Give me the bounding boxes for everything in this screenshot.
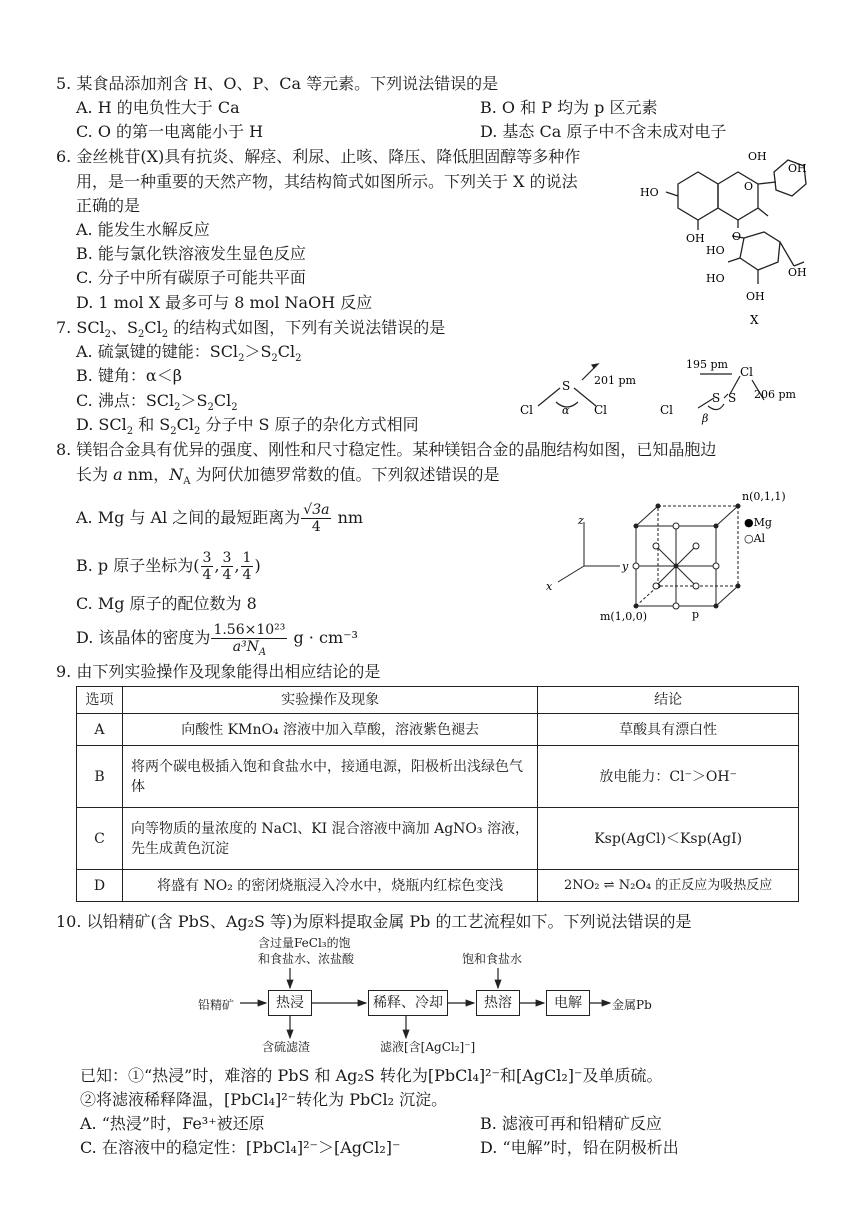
ho-label-1: HO bbox=[640, 186, 659, 199]
ho-label-2: HO bbox=[706, 244, 725, 257]
q10-option-a: A. “热浸”时，Fe³⁺被还原 bbox=[80, 1114, 265, 1133]
flow-reagent-1-line1: 含过量FeCl₃的饱 bbox=[258, 936, 351, 950]
flow-box-electrolysis: 电解 bbox=[546, 990, 590, 1016]
row-conclusion: 2NO₂ ⇌ N₂O₄ 的正反应为吸热反应 bbox=[538, 870, 799, 902]
q10-known-1: 已知：①“热浸”时，难溶的 PbS 和 Ag₂S 转化为[PbCl₄]²⁻和[AgCl₂]⁻及单质硫。 bbox=[80, 1066, 663, 1085]
row-option: B bbox=[77, 746, 123, 808]
s-atom-s2cl2-1: S bbox=[712, 391, 721, 405]
bond-length-206: 206 pm bbox=[754, 388, 796, 401]
cl-atom-2: Cl bbox=[594, 403, 608, 417]
q5-stem: 5. 某食品添加剂含 H、O、P、Ca 等元素。下列说法错误的是 bbox=[56, 74, 499, 93]
flow-box-hot-dissolve: 热溶 bbox=[476, 990, 520, 1016]
row-conclusion: Ksp(AgCl)＜Ksp(AgI) bbox=[538, 808, 799, 870]
q6-stem-line2: 用，是一种重要的天然产物，其结构简式如图所示。下列关于 X 的说法 bbox=[76, 172, 578, 191]
angle-alpha: α bbox=[562, 404, 570, 417]
row-operation: 向酸性 KMnO₄ 溶液中加入草酸，溶液紫色褪去 bbox=[122, 714, 537, 746]
legend-mg: ●Mg bbox=[744, 516, 772, 529]
cl-atom-1: Cl bbox=[520, 403, 534, 417]
axis-z: z bbox=[578, 514, 584, 527]
q7-option-a: A. 硫氯键的键能：$SCl_2>S_2Cl_2$ bbox=[76, 342, 302, 365]
q6-stem-line3: 正确的是 bbox=[76, 196, 141, 215]
q5-option-a: A. H 的电负性大于 Ca bbox=[76, 98, 240, 117]
q8-option-c: C. Mg 原子的配位数为 8 bbox=[76, 594, 257, 613]
row-conclusion: 放电能力：Cl⁻＞OH⁻ bbox=[538, 746, 799, 808]
row-operation: 向等物质的量浓度的 NaCl、KI 混合溶液中滴加 AgNO₃ 溶液，先生成黄色沉淀 bbox=[122, 808, 537, 870]
flow-input: 铅精矿 bbox=[198, 998, 235, 1012]
s-atom-s2cl2-2: S bbox=[728, 391, 737, 405]
q8-stem-line1: 8. 镁铝合金具有优异的强度、刚性和尺寸稳定性。某种镁铝合金的晶胞结构如图，已知晶胞边 bbox=[56, 440, 717, 459]
row-option: D bbox=[77, 870, 123, 902]
flow-filtrate: 滤液[含[AgCl₂]⁻] bbox=[380, 1040, 476, 1054]
row-operation: 将盛有 NO₂ 的密闭烧瓶浸入冷水中，烧瓶内红棕色变浅 bbox=[122, 870, 537, 902]
row-option: A bbox=[77, 714, 123, 746]
header-option: 选项 bbox=[77, 687, 123, 714]
q10-known-2: ②将滤液稀释降温，[PbCl₄]²⁻转化为 PbCl₂ 沉淀。 bbox=[80, 1090, 448, 1109]
q7-option-b: B. 键角：α＜β bbox=[76, 366, 182, 385]
header-conclusion: 结论 bbox=[538, 687, 799, 714]
oh-label-4: OH bbox=[746, 290, 765, 303]
q8-option-b: B. p 原子坐标为( $\frac{3}{4}$ , $\frac{3}{4}$ , $\frac{1}{4}$ ) bbox=[76, 550, 261, 583]
bond-length-201: 201 pm bbox=[594, 374, 636, 387]
q9-stem: 9. 由下列实验操作及现象能得出相应结论的是 bbox=[56, 662, 381, 681]
oh-label-5: OH bbox=[788, 266, 807, 279]
cl-atom-3: Cl bbox=[740, 365, 754, 379]
oh-label-1: OH bbox=[748, 150, 767, 163]
flow-reagent-1-line2: 和食盐水、浓盐酸 bbox=[258, 952, 355, 966]
row-conclusion: 草酸具有漂白性 bbox=[538, 714, 799, 746]
q5-option-c: C. O 的第一电离能小于 H bbox=[76, 122, 264, 141]
label-p: p bbox=[692, 608, 700, 621]
row-option: C bbox=[77, 808, 123, 870]
q6-option-b: B. 能与氯化铁溶液发生显色反应 bbox=[76, 244, 306, 263]
q6-option-c: C. 分子中所有碳原子可能共平面 bbox=[76, 268, 306, 287]
structure-label-x: X bbox=[750, 313, 759, 327]
ring-oxygen: O bbox=[744, 180, 754, 193]
q6-option-d: D. 1 mol X 最多可与 8 mol NaOH 反应 bbox=[76, 293, 373, 312]
q10-option-c: C. 在溶液中的稳定性：[PbCl₄]²⁻＞[AgCl₂]⁻ bbox=[80, 1138, 401, 1157]
q7-stem: 7. SCl$_2$、$S_2Cl_2$ 的结构式如图，下列有关说法错误的是 bbox=[56, 318, 446, 341]
legend-al: ○Al bbox=[744, 532, 766, 545]
flow-output: 金属Pb bbox=[612, 998, 652, 1012]
q8-option-d: D. 该晶体的密度为 $\frac{\text{1.56×10²³}}{a^3N_A}$ g · cm⁻³ bbox=[76, 622, 358, 658]
q6-stem-line1: 6. 金丝桃苷(X)具有抗炎、解痉、利尿、止咳、降压、降低胆固醇等多种作 bbox=[56, 147, 581, 166]
label-m: m(1,0,0) bbox=[600, 610, 648, 623]
carbonyl-oxygen: O bbox=[732, 230, 742, 243]
oh-label-3: OH bbox=[686, 232, 705, 245]
q8-stem-line2: 长为 a nm，$N_A$ 为阿伏加德罗常数的值。下列叙述错误的是 bbox=[76, 465, 500, 488]
cl-atom-4: Cl bbox=[660, 403, 674, 417]
q7-option-d: D. SCl$_2$ 和 $S_2Cl_2$ 分子中 S 原子的杂化方式相同 bbox=[76, 415, 419, 438]
flow-box-dilute-cool: 稀释、冷却 bbox=[368, 990, 448, 1016]
label-n: n(0,1,1) bbox=[742, 490, 786, 503]
row-operation: 将两个碳电极插入饱和食盐水中，接通电源，阳极析出浅绿色气体 bbox=[122, 746, 537, 808]
bond-length-195: 195 pm bbox=[686, 358, 728, 371]
angle-beta: β bbox=[702, 412, 709, 425]
q10-stem: 10. 以铅精矿(含 PbS、Ag₂S 等)为原料提取金属 Pb 的工艺流程如下。下列说法错误的是 bbox=[56, 912, 692, 931]
axis-x: x bbox=[546, 580, 553, 593]
header-operation: 实验操作及现象 bbox=[122, 687, 537, 714]
q10-option-b: B. 滤液可再和铅精矿反应 bbox=[480, 1114, 662, 1133]
ho-label-3: HO bbox=[706, 272, 725, 285]
q6-option-a: A. 能发生水解反应 bbox=[76, 220, 210, 239]
flow-reagent-2: 饱和食盐水 bbox=[462, 952, 523, 966]
axis-y: y bbox=[622, 560, 629, 573]
oh-label-2: OH bbox=[788, 162, 807, 175]
s-atom-scl2: S bbox=[562, 379, 571, 393]
q10-option-d: D. “电解”时，铅在阴极析出 bbox=[480, 1138, 679, 1157]
q5-option-b: B. O 和 P 均为 p 区元素 bbox=[480, 98, 658, 117]
flow-box-hot-leach: 热浸 bbox=[268, 990, 312, 1016]
q7-option-c: C. 沸点：$SCl_2>S_2Cl_2$ bbox=[76, 391, 238, 414]
q8-option-a: A. Mg 与 Al 之间的最短距离为 $\frac{√3a}{4}$ nm bbox=[76, 502, 364, 535]
q5-option-d: D. 基态 Ca 原子中不含未成对电子 bbox=[480, 122, 727, 141]
flow-residue: 含硫滤渣 bbox=[262, 1040, 311, 1054]
